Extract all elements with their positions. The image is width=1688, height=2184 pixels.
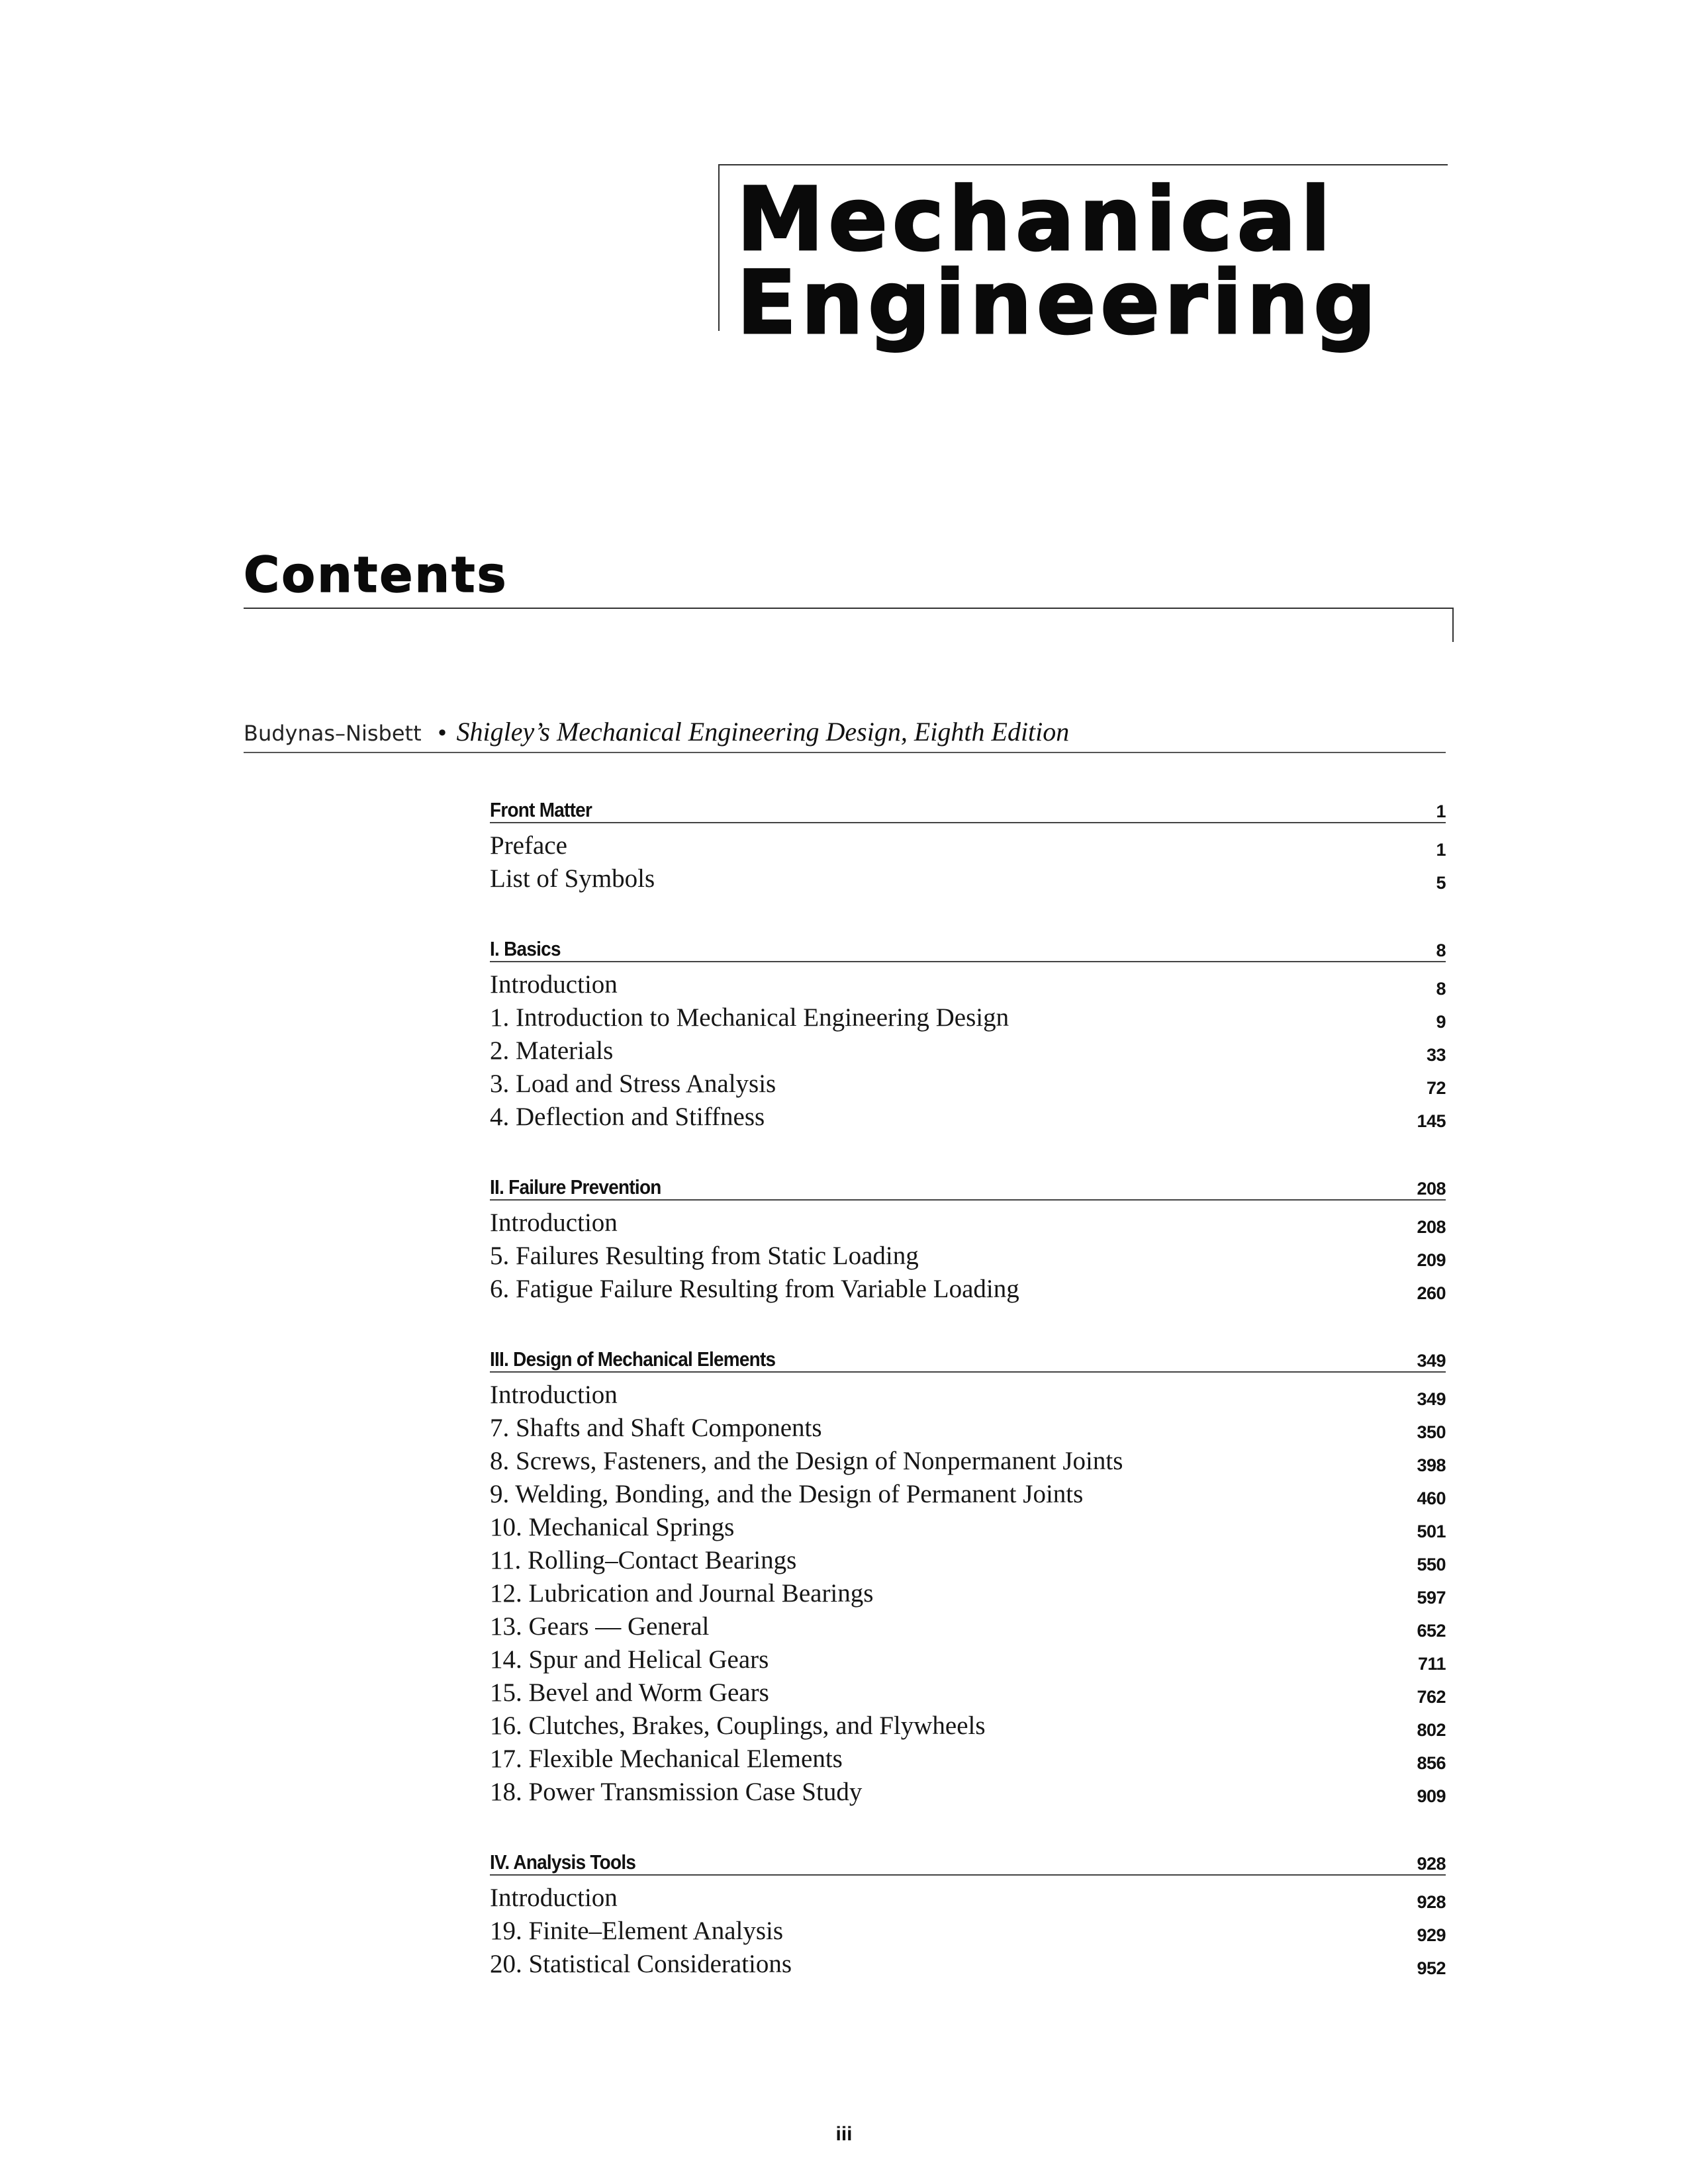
toc-entry-title: 15. Bevel and Worm Gears xyxy=(490,1678,769,1707)
toc-entry-title: 9. Welding, Bonding, and the Design of Permanent Joints xyxy=(490,1480,1084,1508)
toc-entry[interactable] xyxy=(490,1443,1446,1476)
toc-entry[interactable] xyxy=(490,1032,1446,1066)
book-title: Shigley’s Mechanical Engineering Design, Eighth Edition xyxy=(456,717,1070,747)
toc-entry-page: 145 xyxy=(1417,1111,1446,1131)
toc-part xyxy=(490,794,1446,893)
toc-entry-title: 7. Shafts and Shaft Components xyxy=(490,1414,822,1442)
toc-entry[interactable] xyxy=(490,1476,1446,1509)
toc-part-header[interactable] xyxy=(490,1171,1446,1201)
toc-entry-title: Introduction xyxy=(490,1884,618,1912)
toc-entry-title: Preface xyxy=(490,831,567,860)
toc-part-title: III. Design of Mechanical Elements xyxy=(490,1347,776,1371)
toc-entry-page: 8 xyxy=(1436,979,1446,999)
toc-entry-page: 9 xyxy=(1436,1012,1446,1032)
toc-part-page: 349 xyxy=(1417,1351,1446,1371)
toc-entry-page: 72 xyxy=(1426,1078,1446,1098)
toc-entry[interactable] xyxy=(490,1238,1446,1271)
contents-heading: Contents xyxy=(244,547,508,604)
title-line-mechanical: Mechanical xyxy=(737,169,1335,271)
toc-part-header[interactable] xyxy=(490,1343,1446,1373)
toc-part-header[interactable] xyxy=(490,794,1446,823)
toc-entry[interactable] xyxy=(490,999,1446,1032)
toc-entry-title: 11. Rolling–Contact Bearings xyxy=(490,1546,797,1574)
toc-entry-title: Introduction xyxy=(490,1208,618,1237)
toc-entry[interactable] xyxy=(490,1774,1446,1807)
toc-entry[interactable] xyxy=(490,860,1446,893)
toc-entry[interactable] xyxy=(490,1271,1446,1304)
toc-entry-title: 18. Power Transmission Case Study xyxy=(490,1778,863,1806)
book-authors: Budynas–Nisbett xyxy=(244,721,422,746)
toc-entry-title: 13. Gears — General xyxy=(490,1612,710,1641)
toc-entry[interactable] xyxy=(490,1542,1446,1575)
toc-entry-page: 928 xyxy=(1417,1892,1446,1912)
toc-entry[interactable] xyxy=(490,1608,1446,1641)
toc-entry-page: 260 xyxy=(1417,1283,1446,1303)
toc-entry[interactable] xyxy=(490,827,1446,860)
toc-entry-page: 856 xyxy=(1417,1753,1446,1773)
toc-entry[interactable] xyxy=(490,1641,1446,1674)
toc-entry-page: 208 xyxy=(1417,1217,1446,1237)
toc-entry-page: 398 xyxy=(1417,1455,1446,1475)
toc-part-header[interactable] xyxy=(490,1846,1446,1876)
toc-entry-page: 802 xyxy=(1417,1720,1446,1740)
toc-part-page: 928 xyxy=(1417,1854,1446,1874)
page-number-footer: iii xyxy=(835,2123,853,2145)
toc-entry[interactable] xyxy=(490,1913,1446,1946)
contents-rule-tick xyxy=(1452,608,1454,642)
toc-entry-title: 16. Clutches, Brakes, Couplings, and Flywheels xyxy=(490,1711,986,1740)
table-of-contents xyxy=(490,794,1446,2019)
toc-part-title: IV. Analysis Tools xyxy=(490,1850,636,1874)
toc-entry-page: 929 xyxy=(1417,1925,1446,1945)
toc-entry-title: 14. Spur and Helical Gears xyxy=(490,1645,769,1674)
toc-entry-page: 1 xyxy=(1436,840,1446,860)
toc-entry-title: 4. Deflection and Stiffness xyxy=(490,1103,765,1131)
toc-entry-page: 909 xyxy=(1417,1786,1446,1806)
toc-entry-title: 3. Load and Stress Analysis xyxy=(490,1069,776,1098)
toc-entry-page: 597 xyxy=(1417,1588,1446,1608)
toc-entry[interactable] xyxy=(490,1205,1446,1238)
toc-entry-title: 12. Lubrication and Journal Bearings xyxy=(490,1579,874,1608)
toc-entry-title: List of Symbols xyxy=(490,864,655,893)
toc-entry-page: 762 xyxy=(1417,1687,1446,1707)
toc-entry[interactable] xyxy=(490,1410,1446,1443)
toc-entry-title: Introduction xyxy=(490,970,618,999)
toc-entry-title: 6. Fatigue Failure Resulting from Variable Loading xyxy=(490,1275,1019,1303)
toc-entry-page: 349 xyxy=(1417,1389,1446,1409)
book-citation xyxy=(244,716,1446,753)
toc-part xyxy=(490,1846,1446,1979)
toc-entry-page: 350 xyxy=(1417,1422,1446,1442)
toc-entry[interactable] xyxy=(490,1707,1446,1741)
toc-entry-page: 952 xyxy=(1417,1958,1446,1978)
toc-part xyxy=(490,933,1446,1132)
toc-entry-title: 17. Flexible Mechanical Elements xyxy=(490,1745,843,1773)
contents-rule xyxy=(244,608,1454,609)
toc-part-title: I. Basics xyxy=(490,937,561,960)
title-line-engineering: Engineering xyxy=(737,252,1381,354)
toc-part-page: 208 xyxy=(1417,1179,1446,1199)
toc-entry[interactable] xyxy=(490,1880,1446,1913)
toc-entry-title: 20. Statistical Considerations xyxy=(490,1950,792,1978)
toc-entry[interactable] xyxy=(490,1099,1446,1132)
toc-entry-title: Introduction xyxy=(490,1381,618,1409)
toc-entry-title: 8. Screws, Fasteners, and the Design of Nonpermanent Joints xyxy=(490,1447,1123,1475)
toc-entry[interactable] xyxy=(490,1741,1446,1774)
toc-part-title: II. Failure Prevention xyxy=(490,1175,661,1199)
toc-part xyxy=(490,1343,1446,1807)
toc-entry[interactable] xyxy=(490,1066,1446,1099)
toc-part-title: Front Matter xyxy=(490,798,592,821)
toc-entry[interactable] xyxy=(490,966,1446,999)
toc-entry-page: 5 xyxy=(1436,873,1446,893)
toc-entry-title: 1. Introduction to Mechanical Engineering Design xyxy=(490,1003,1009,1032)
toc-entry[interactable] xyxy=(490,1377,1446,1410)
toc-entry-page: 460 xyxy=(1417,1488,1446,1508)
bullet-separator: • xyxy=(436,721,449,746)
toc-entry-title: 10. Mechanical Springs xyxy=(490,1513,735,1541)
toc-part-header[interactable] xyxy=(490,933,1446,962)
toc-entry-title: 19. Finite–Element Analysis xyxy=(490,1917,784,1945)
toc-entry[interactable] xyxy=(490,1674,1446,1707)
toc-part-page: 8 xyxy=(1436,940,1446,960)
toc-part xyxy=(490,1171,1446,1304)
toc-entry-title: 2. Materials xyxy=(490,1036,614,1065)
toc-entry-title: 5. Failures Resulting from Static Loading xyxy=(490,1242,919,1270)
toc-entry-page: 501 xyxy=(1417,1522,1446,1541)
toc-entry[interactable] xyxy=(490,1575,1446,1608)
toc-entry[interactable] xyxy=(490,1946,1446,1979)
toc-entry-page: 550 xyxy=(1417,1555,1446,1574)
toc-part-page: 1 xyxy=(1436,801,1446,821)
toc-entry-page: 652 xyxy=(1417,1621,1446,1641)
toc-entry-page: 711 xyxy=(1417,1654,1446,1674)
toc-entry[interactable] xyxy=(490,1509,1446,1542)
toc-entry-page: 209 xyxy=(1417,1250,1446,1270)
toc-entry-page: 33 xyxy=(1426,1045,1446,1065)
